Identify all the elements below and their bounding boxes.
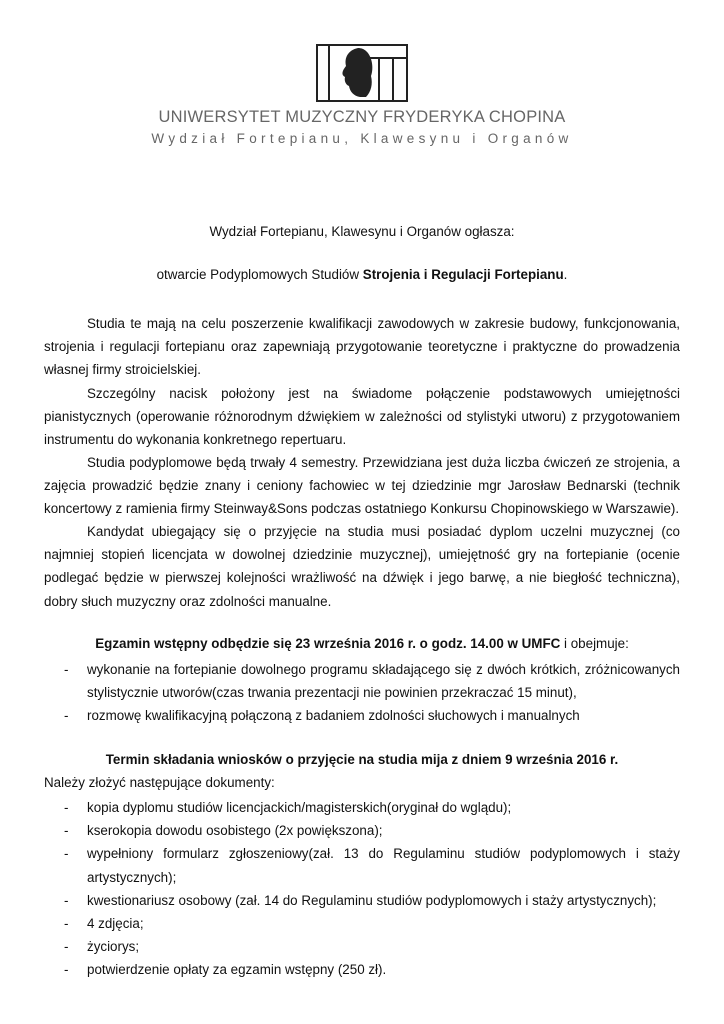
- opening-line: [0, 267, 724, 282]
- document-item-text: wypełniony formularz zgłoszeniowy(zał. 13 do Regulaminu studiów podyplomowych i staży artystycznych);: [87, 846, 680, 885]
- paragraph-goals: Studia te mają na celu poszerzenie kwalifikacji zawodowych w zakresie budowy, funkcjonowania, strojenia i regulacji fortepianu oraz zapewniają przygotowanie teoretyczne i praktyczne do prowadzenia własnej firmy stroicielskiej.: [44, 316, 680, 378]
- list-item: [44, 935, 680, 958]
- exam-heading-bold: Egzamin wstępny odbędzie się 23 września 2016 r. o godz. 14.00 w UMFC: [95, 636, 561, 651]
- exam-item-text: wykonanie na fortepianie dowolnego programu składającego się z dwóch krótkich, zróżnicowanych stylistycznie utworów(czas trwania prezentacji nie powinien przekraczać 15 minut),: [87, 662, 680, 701]
- faculty-name: Wydział Fortepianu, Klawesynu i Organów: [151, 131, 573, 146]
- list-item: [44, 842, 680, 888]
- document-item-text: kserokopia dowodu osobistego (2x powiększona);: [87, 823, 383, 839]
- exam-heading-rest: i obejmuje:: [560, 636, 629, 651]
- announcement-line: Wydział Fortepianu, Klawesynu i Organów ogłasza:: [209, 224, 515, 239]
- list-item: [44, 819, 680, 842]
- documents-intro: Należy złożyć następujące dokumenty:: [44, 775, 275, 790]
- document-item-text: życiorys;: [87, 939, 140, 955]
- program-name: Strojenia i Regulacji Fortepianu: [362, 267, 564, 282]
- opening-suffix: .: [563, 267, 568, 282]
- dash-marker: -: [64, 823, 69, 839]
- deadline-heading: [0, 752, 724, 767]
- paragraph-emphasis: Szczególny nacisk położony jest na świadome połączenie podstawowych umiejętności pianistycznych (operowanie różnorodnym dźwiękiem w zależności od stylistyki utworu) z przygotowaniem instrumentu do wykonania konkretnego repertuaru.: [44, 386, 680, 448]
- dash-marker: -: [64, 939, 69, 955]
- exam-item-text: rozmowę kwalifikacyjną połączoną z badaniem zdolności słuchowych i manualnych: [87, 708, 580, 724]
- list-item: [44, 704, 680, 727]
- paragraph-requirements: Kandydat ubiegający się o przyjęcie na studia musi posiadać dyplom uczelni muzycznej (co najmniej stopień licencjata w dowolnej dziedzinie muzycznej), umiejętność gry na fortepianie (ocenie podlegać będzie w pierwszej kolejności wrażliwość na dźwięk i jego barwę, a nie biegłość techniczna), dobry słuch muzyczny oraz zdolności manualne.: [44, 524, 680, 609]
- list-item: [44, 912, 680, 935]
- list-item: [44, 958, 680, 981]
- opening-prefix: otwarcie Podyplomowych Studiów: [156, 267, 363, 282]
- dash-marker: -: [64, 892, 69, 908]
- dash-marker: -: [64, 708, 69, 724]
- dash-marker: -: [64, 962, 69, 978]
- list-item: [44, 889, 680, 912]
- university-name: UNIWERSYTET MUZYCZNY FRYDERYKA CHOPINA: [158, 108, 566, 126]
- dash-marker: -: [64, 662, 69, 677]
- document-item-text: kopia dyplomu studiów licencjackich/magisterskich(oryginał do wglądu);: [87, 800, 512, 815]
- list-item: [44, 796, 680, 819]
- deadline-text: Termin składania wniosków o przyjęcie na studia mija z dniem 9 września 2016 r.: [105, 752, 619, 767]
- exam-list: [44, 658, 680, 728]
- document-item-text: potwierdzenie opłaty za egzamin wstępny (250 zł).: [87, 962, 387, 978]
- documents-list: [44, 796, 680, 982]
- dash-marker: -: [64, 846, 69, 862]
- university-logo: [316, 44, 408, 102]
- paragraph-duration: Studia podyplomowe będą trwały 4 semestry. Przewidziana jest duża liczba ćwiczeń ze strojenia, a zajęcia prowadzić będzie znany i ceniony fachowiec w tej dziedzinie mgr Jarosław Bednarski (technik koncertowy z ramienia firmy Steinway&Sons podczas ostatniego Konkursu Chopinowskiego w Warszawie).: [44, 455, 680, 517]
- document-item-text: 4 zdjęcia;: [87, 916, 144, 932]
- exam-heading: [0, 636, 724, 651]
- list-item: [44, 658, 680, 704]
- document-item-text: kwestionariusz osobowy (zał. 14 do Regulaminu studiów podyplomowych i staży artystycznych);: [87, 892, 657, 908]
- dash-marker: -: [64, 916, 69, 932]
- dash-marker: -: [64, 800, 69, 815]
